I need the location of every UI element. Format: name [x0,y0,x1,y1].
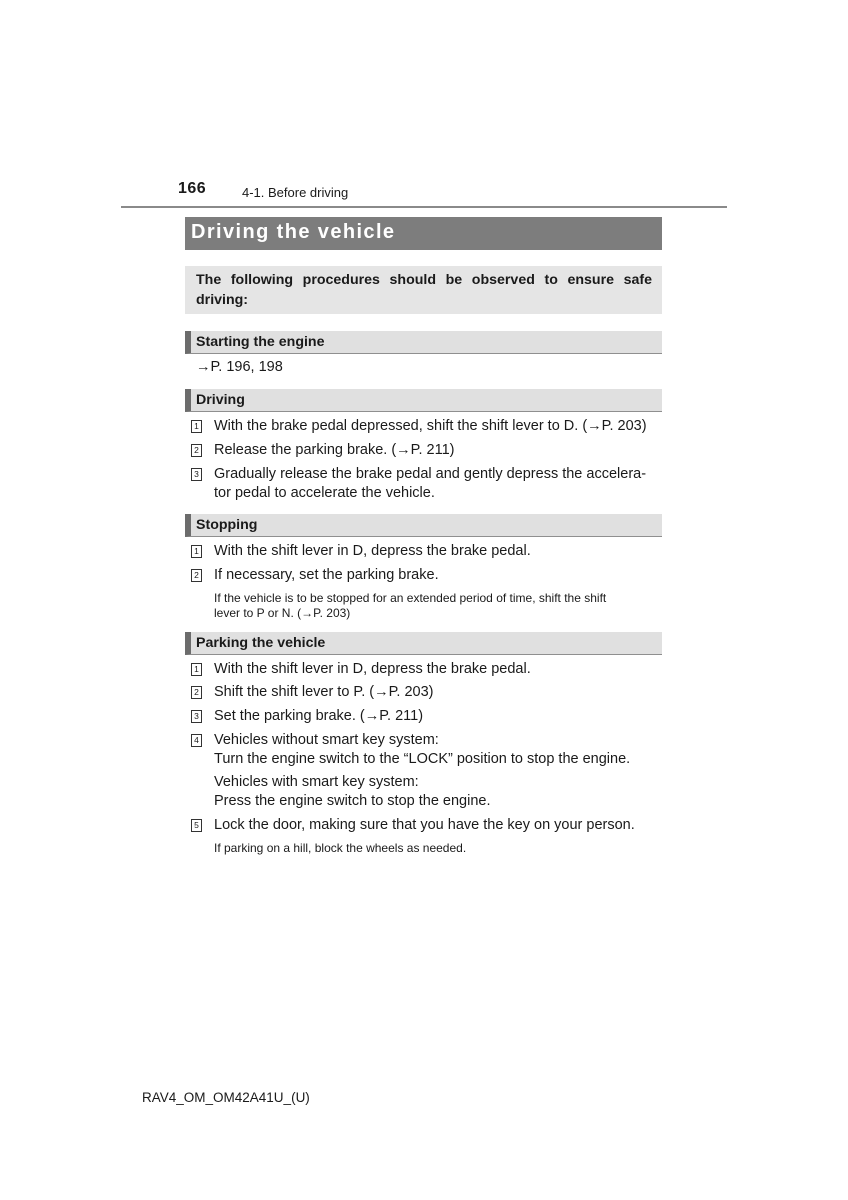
note-line: If the vehicle is to be stopped for an extended period of time, shift the shift [214,591,607,605]
stopping-note [214,591,666,621]
step-text: Lock the door, making sure that you have the key on your person. [214,817,635,833]
parking-step-5 [191,816,666,835]
heading-parking: Parking the vehicle [185,632,662,655]
section-label: 4-1. Before driving [242,185,349,200]
step-text-line: tor pedal to accelerate the vehicle. [214,485,435,501]
driving-step-3 [191,465,666,503]
step-text-line: Vehicles without smart key system: [214,732,439,748]
step-text-line: Press the engine switch to stop the engine. [214,793,491,809]
step-number-box: 3 [191,468,202,481]
parking-step-4 [191,731,666,811]
step-number-box: 5 [191,819,202,832]
step-number-box: 1 [191,663,202,676]
parking-step-3 [191,707,666,726]
step-text: With the shift lever in D, depress the brake pedal. [214,543,531,559]
step-number-box: 2 [191,444,202,457]
step-text: Release the parking brake. (→P. 211) [214,442,455,458]
driving-step-1 [191,417,666,436]
step-text-line: Vehicles with smart key system: [214,774,419,790]
footer-code: RAV4_OM_OM42A41U_(U) [142,1090,310,1105]
parking-step-1 [191,660,666,679]
step-text: Set the parking brake. (→P. 211) [214,708,424,724]
step-text-line: Turn the engine switch to the “LOCK” position to stop the engine. [214,751,631,767]
note-line: lever to P or N. (→P. 203) [214,606,351,620]
step-text: If necessary, set the parking brake. [214,567,439,583]
step-number-box: 1 [191,420,202,433]
step-text: Shift the shift lever to P. (→P. 203) [214,684,434,700]
stopping-step-2 [191,566,666,585]
intro-box: The following procedures should be observed to ensure safe driving: [185,266,662,314]
parking-note: If parking on a hill, block the wheels as needed. [214,841,467,855]
step-text: With the shift lever in D, depress the brake pedal. [214,661,531,677]
step-text [214,731,666,811]
heading-starting-engine: Starting the engine [185,331,662,354]
page-number: 166 [178,180,207,197]
step-text: With the brake pedal depressed, shift the shift lever to D. (→P. 203) [214,418,647,434]
parking-step-2 [191,683,666,702]
step-text-line: Gradually release the brake pedal and gently depress the accelera- [214,466,647,482]
step-number-box: 1 [191,545,202,558]
step-number-box: 3 [191,710,202,723]
driving-step-2 [191,441,666,460]
step-number-box: 2 [191,569,202,582]
step-number-box: 4 [191,734,202,747]
step-text [214,465,666,503]
header-rule [121,206,727,208]
heading-driving: Driving [185,389,662,412]
step-number-box: 2 [191,686,202,699]
page-reference: →P. 196, 198 [196,359,283,375]
page-title: Driving the vehicle [185,217,662,250]
heading-stopping: Stopping [185,514,662,537]
stopping-step-1 [191,542,666,561]
